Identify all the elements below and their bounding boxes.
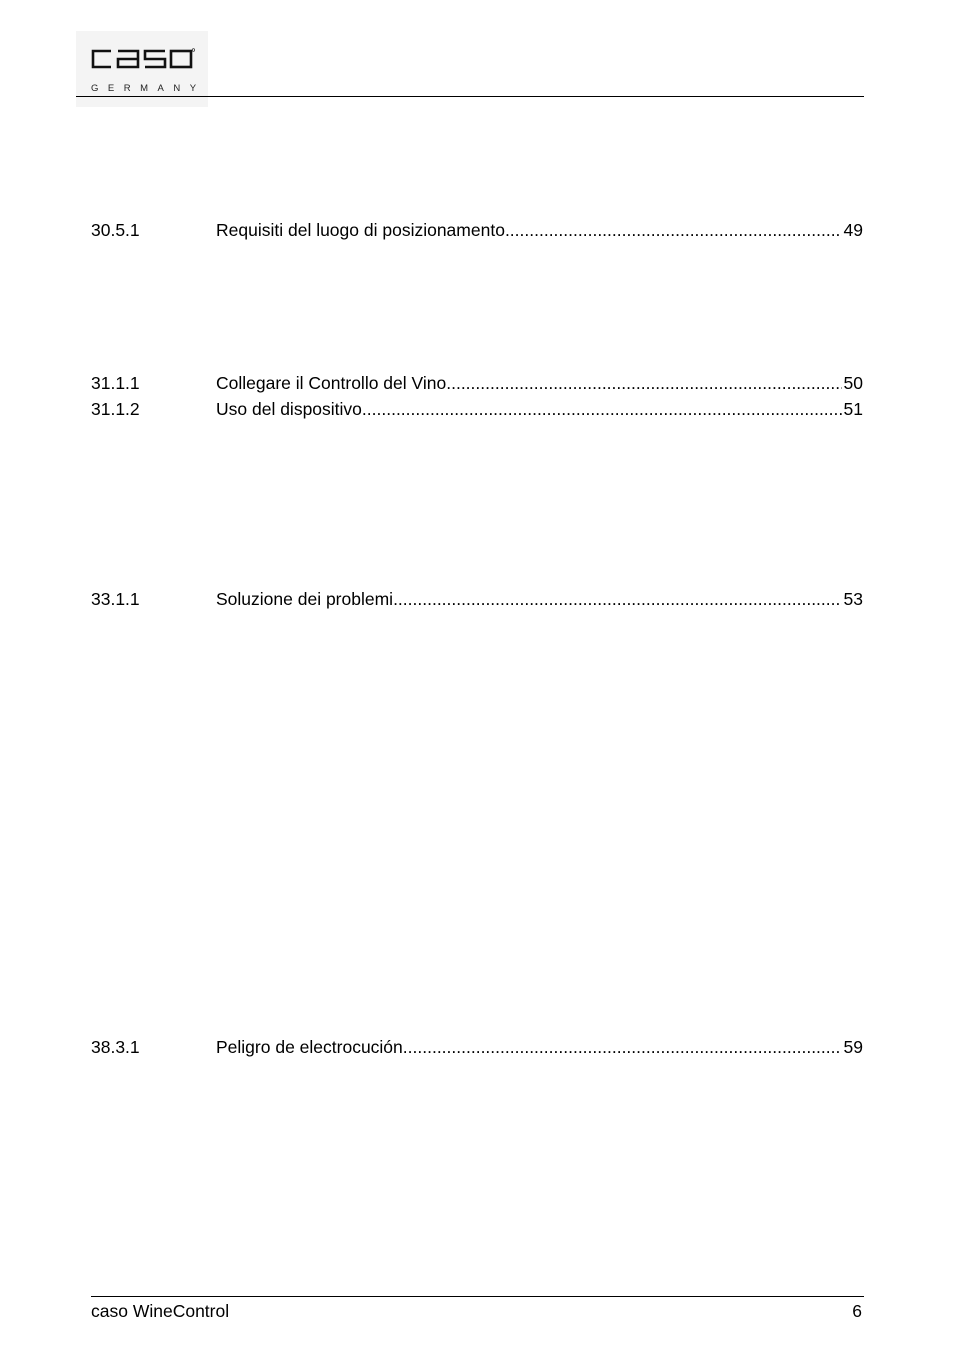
- toc-title: Collegare il Controllo del Vino: [216, 373, 447, 393]
- toc-entry[interactable]: [91, 1036, 863, 1058]
- toc-entry[interactable]: [91, 588, 863, 610]
- toc-entry[interactable]: [91, 372, 863, 394]
- logo-subtitle: GERMANY: [91, 83, 206, 94]
- toc-number: 31.1.1: [91, 373, 140, 393]
- toc-page: 51: [843, 399, 863, 419]
- toc-title: Uso del dispositivo: [216, 399, 362, 419]
- toc-number: 33.1.1: [91, 589, 140, 609]
- toc-leader: [362, 398, 842, 420]
- toc-title: Peligro de electrocución: [216, 1037, 403, 1057]
- toc-number: 38.3.1: [91, 1037, 140, 1057]
- toc-title: Requisiti del luogo di posizionamento: [216, 220, 505, 240]
- toc-number: 31.1.2: [91, 399, 140, 419]
- toc-leader: [505, 219, 842, 241]
- toc-leader: [446, 372, 841, 394]
- footer-product: caso WineControl: [91, 1301, 230, 1321]
- toc-page: 50: [843, 373, 863, 393]
- toc-entry[interactable]: [91, 219, 863, 241]
- toc-leader: [393, 588, 841, 610]
- header-divider: [76, 96, 864, 97]
- toc-page: 59: [843, 1037, 863, 1057]
- footer-divider: [91, 1296, 864, 1297]
- caso-logo-icon: [89, 46, 195, 72]
- toc-title: Soluzione dei problemi: [216, 589, 394, 609]
- toc-number: 30.5.1: [91, 220, 140, 240]
- toc-leader: [403, 1036, 842, 1058]
- toc-page: 53: [843, 589, 863, 609]
- footer-page-number: 6: [852, 1301, 862, 1321]
- toc-entry[interactable]: [91, 398, 863, 420]
- toc-page: 49: [843, 220, 863, 240]
